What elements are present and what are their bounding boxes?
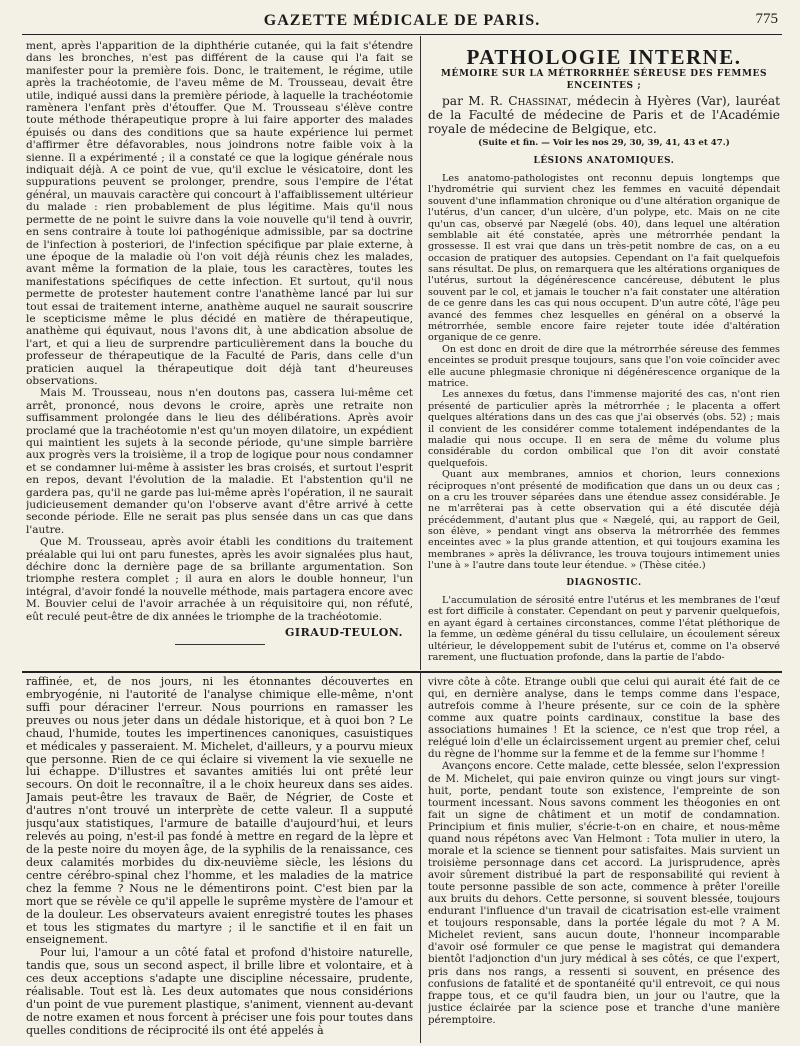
byline-author: Chassinat <box>508 94 568 109</box>
page-number: 775 <box>755 11 778 27</box>
subhead-diagnostic: DIAGNOSTIC. <box>566 577 642 588</box>
paragraph: Mais M. Trousseau, nous n'en doutons pas, cassera lui-même cet arrêt, prononcé, nous devons le croire, après une retraite non suffisamment prolongée dans le lieu des délibérations. Après avoir proclamé que la trachéotomie n'est qu'un moyen dilatoire, un expédient qui maintient les sujets à la seconde période, qu'une simple barrière aux progrès vers la troisième, il a trop de logique pour nous condamner et se condamner lui-même à assister les bras croisés, et surtout l'esprit en repos, devant l'évolution de la maladie. Et l'abstention qu'il ne gardera pas, qu'il ne garde pas lui-même après l'opération, il ne saurait judicieusement demander qu'on l'observe avant d'être arrivé à cette seconde période. Elle ne serait pas plus sensée dans un cas que dans l'autre. <box>26 387 413 536</box>
header-rule <box>22 34 782 35</box>
author-signature: GIRAUD-TEULON. <box>285 626 403 640</box>
byline-prefix: par M. R. <box>442 94 503 109</box>
feuilleton-left-column <box>26 676 413 1038</box>
paragraph: Pour lui, l'amour a un côté fatal et profond d'histoire naturelle, tandis que, sous un second aspect, il brille libre et volontaire, et à ces deux acceptions s'adapte une discipline nécessaire, prudente, réalisable. Tout est là. Les deux automates que nous considérions d'un point de vue purement plastique, s'animent, viennent au-devant de notre examen et nous forcent à préciser une fois pour toutes dans quelles conditions de réciprocité ils ont été appelés à <box>26 946 413 1037</box>
article-title: MÉMOIRE SUR LA MÉTRORRHÉE SÉREUSE DES FEMMES ENCEINTES ; <box>440 69 768 91</box>
paragraph: ment, après l'apparition de la diphthérie cutanée, qui la fait s'étendre dans les bronches, n'est pas différent de la cause qui l'a fait se manifester pour la première fois. Donc, le traitement, le régime, utile après la trachéotomie, de l'aveu même de M. Trousseau, devait être utile, indiqué aussi dans la première période, à laquelle la trachéotomie ramènera l'enfant près d'étouffer. Que M. Trousseau s'élève contre toute méthode thérapeutique propre à lui faire apporter des malades épuisés ou dans des conditions que sa haute expérience lui permet d'affirmer être défavorables, nous joindrons notre faible voix à la sienne. Il a expérimenté ; il a constaté ce que la logique générale nous indiquait déjà. A ce point de vue, qu'il exclue le vésicatoire, dont les suppurations peuvent se prolonger, prendre, sous l'empire de l'état général, un mauvais caractère qui concourt à l'affaiblissement ultérieur du malade : rien probablement de plus légitime. Mais qu'il nous permette de ne point le suivre dans la voie nouvelle qu'il tend à ouvrir, en sens contraire à toute loi pathogénique admissible, par sa doctrine de l'infection à posteriori, de l'infection spécifique par plaie externe, à une époque de la maladie où l'on voit déjà réunis chez les malades, avant même la formation de la plaie, tous les caractères, toutes les manifestations spécifiques de cette infection. Et surtout, qu'il nous permette de protester hautement contre l'anathème lancé par lui sur tout essai de traitement interne, anathème auquel ne saurait souscrire le scepticisme même le plus décidé en matière de thérapeutique, anathème qui équivaut, nous l'avons dit, à une abdication absolue de l'art, et qui a lieu de surprendre particulièrement dans la bouche du professeur de thérapeutique de la Faculté de Paris, dans celle d'un praticien auquel la thérapeutique doit déjà tant d'heureuses observations. <box>26 40 413 387</box>
running-title: GAZETTE MÉDICALE DE PARIS. <box>263 12 541 29</box>
left-column <box>26 40 413 651</box>
column-divider-bottom <box>420 673 421 1043</box>
paragraph: Avançons encore. Cette malade, cette blessée, selon l'expression de M. Michelet, qui paie environ quinze ou vingt jours sur vingt-huit, porte, pendant toute son existence, l'empreinte de son tourment incessant. Nous savons comment les théogonies en ont fait un signe de châtiment et un motif de condamnation. Principium et finis mulier, s'écrie-t-on en chaire, et nous-même quand nous répétons avec Van Helmont : Tota mulier in utero, la morale et la science se tiennent pour satisfaites. Mais survient un troisième personnage dans cet accord. La jurisprudence, après avoir sûrement distribué la part de responsabilité qui revient à toute personne passible de son acte, commence à prêter l'oreille aux bruits du dehors. Cette personne, si souvent blessée, toujours endurant l'influence d'un travail de cicatrisation est-elle vraiment et toujours responsable, dans la portée légale du mot ? A M. Michelet revient, sans aucun doute, l'honneur incomparable d'avoir osé formuler ce que pense le magistrat qui demandera bientôt l'adjonction d'un jury médical à ses côtés, ce que l'expert, pris dans nos rangs, a ressenti si souvent, en présence des confusions de fatalité et de spontanéité qu'il entrevoit, ce qui nous frappe tous, et ce qu'il faudra bien, un jour ou l'autre, que la justice éclairée par la science pose et tranche d'une manière péremptoire. <box>428 760 780 1026</box>
feuilleton-right-column <box>428 676 780 1026</box>
suite-note: (Suite et fin. — Voir les nos 29, 30, 39, 41, 43 et 47.) <box>478 138 730 149</box>
column-divider-top <box>420 36 421 670</box>
right-column <box>428 40 780 663</box>
paragraph: Les annexes du fœtus, dans l'immense majorité des cas, n'ont rien présenté de particulier après la métrorrhée ; le placenta a offert quelques altérations dans un des cas que j'ai observés (obs. 52) ; mais il convient de les considérer comme totalement indépendantes de la maladie qui nous occupe. Il en sera de même du volume plus considérable du cordon ombilical que l'on dit avoir constaté quelquefois. <box>428 389 780 469</box>
page-header <box>22 8 782 34</box>
paragraph: vivre côte à côte. Etrange oubli que celui qui aurait été fait de ce qui, en dernière analyse, dans le temps comme dans l'espace, autrefois comme à l'heure présente, sur ce coin de la sphère comme aux quatre points cardinaux, constitue la base des associations humaines ! Et la science, ce n'est que trop réel, a relégué loin d'elle un éclaircissement urgent au premier chef, celui du règne de l'homme sur la femme et de la femme sur l'homme ! <box>428 676 780 761</box>
subhead-lesions: LÉSIONS ANATOMIQUES. <box>533 155 675 166</box>
paragraph: Les anatomo-pathologistes ont reconnu depuis longtemps que l'hydrométrie qui survient chez les femmes en vacuité dépendait souvent d'une inflammation chronique ou d'une altération organique de l'utérus, d'un cancer, d'un ulcère, d'un polype, etc. Mais on ne cite qu'un cas, observé par Nægelé (obs. 40), dans lequel une altération semblable ait été constatée, après une métrorrhée pendant la grossesse. Il est vrai que dans un très-petit nombre de cas, on a eu occasion de pratiquer des autopsies. Cependant on l'a fait quelquefois sans résultat. De plus, on remarquera que les altérations organiques de l'utérus, surtout la dégénérescence cancéreuse, débutent le plus souvent par le col, et jamais le toucher n'a fait constater une altération de ce genre dans les cas qui nous occupent. D'un autre côté, l'âge peu avancé des femmes chez lesquelles en général on a observé la métrorrhée, semble encore faire rejeter toute idée d'altération organique de ce genre. <box>428 172 780 344</box>
end-rule <box>175 644 265 645</box>
paragraph: raffinée, et, de nos jours, ni les étonnantes découvertes en embryogénie, ni l'autorité de l'analyse chimique elle-même, n'ont suffi pour déraciner l'erreur. Nous pourrions en ramasser les preuves ou nous jeter dans un dédale historique, et à quoi bon ? Le chaud, l'humide, toutes les impertinences canoniques, casuistiques et médicales y passeraient. M. Michelet, d'ailleurs, y a pourvu mieux que personne. Rien de ce qui éclaire si vivement la vie sexuelle ne lui échappe. D'illustres et savantes amitiés lui ont prêté leur secours. On doit le reconnaître, il a le choix heureux dans ses aides. Jamais peut-être les travaux de Baër, de Négrier, de Coste et d'autres n'ont trouvé un interprète de cette valeur. Il a supputé jusqu'aux statistiques, l'armure de bataille d'aujourd'hui, et leurs relevés au poing, n'est-il pas fondé à mettre en regard de la lèpre et de la peste noire du moyen âge, de la syphilis de la renaissance, ces deux calamités morbides du dix-neuvième siècle, les lésions du centre cérébro-spinal chez l'homme, et les maladies de la matrice chez la femme ? Nous ne le démentirons point. C'est bien par la mort que se révèle ce qu'il appelle le suprême mystère de l'amour et de la douleur. Les observateurs avaient enregistré toutes les phases et tous les stigmates du martyre ; il le sanctifie et il en fait un enseignement. <box>26 676 413 947</box>
section-title: PATHOLOGIE INTERNE. <box>466 45 742 69</box>
byline-rest: , médecin à Hyères (Var), lauréat de la Faculté de médecine de Paris et de l'Académie royale de médecine de Belgique, etc. <box>428 94 780 137</box>
paragraph: Que M. Trousseau, après avoir établi les conditions du traitement préalable qui lui ont paru funestes, après les avoir signalées plus haut, déchire donc la dernière page de sa brillante argumentation. Son triomphe restera complet ; il aura en alors le double honneur, l'un intégral, d'avoir fondé la nouvelle méthode, mais partagera encore avec M. Bouvier celui de l'avoir arrachée à un réquisitoire qui, non réfuté, eût reculé peut-être de dix années le triomphe de la trachéotomie. <box>26 536 413 623</box>
paragraph: L'accumulation de sérosité entre l'utérus et les membranes de l'œuf est fort difficile à constater. Cependant on peut y parvenir quelquefois, en ayant égard à certaines circonstances, comme l'état pléthorique de la femme, un œdème général du tissu cellulaire, un écoulement séreux ultérieur, le développement subit de l'utérus et, comme on l'a observé rarement, une fluctuation profonde, dans la partie de l'abdo- <box>428 595 780 663</box>
paragraph: On est donc en droit de dire que la métrorrhée séreuse des femmes enceintes se produit presque toujours, sans que l'on voie coïncider avec elle aucune phlegmasie chronique ni dégénérescence organique de la matrice. <box>428 343 780 389</box>
feuilleton-rule <box>22 671 782 673</box>
paragraph: Quant aux membranes, amnios et chorion, leurs connexions réciproques n'ont présenté de modification que dans un ou deux cas ; on a cru les trouver séparées dans une étendue assez considérable. Je ne m'arrêterai pas à cette observation qui a été discutée déjà précédemment, d'autant plus que « Nægelé, qui, au rapport de Geil, son élève, » pendant vingt ans observa la métrorrhée des femmes enceintes avec » la plus grande attention, et qui toujours examina les membranes » après la délivrance, les trouva toujours intimement unies l'une à » l'autre dans toute leur étendue. » (Thèse citée.) <box>428 469 780 572</box>
byline <box>428 94 780 136</box>
